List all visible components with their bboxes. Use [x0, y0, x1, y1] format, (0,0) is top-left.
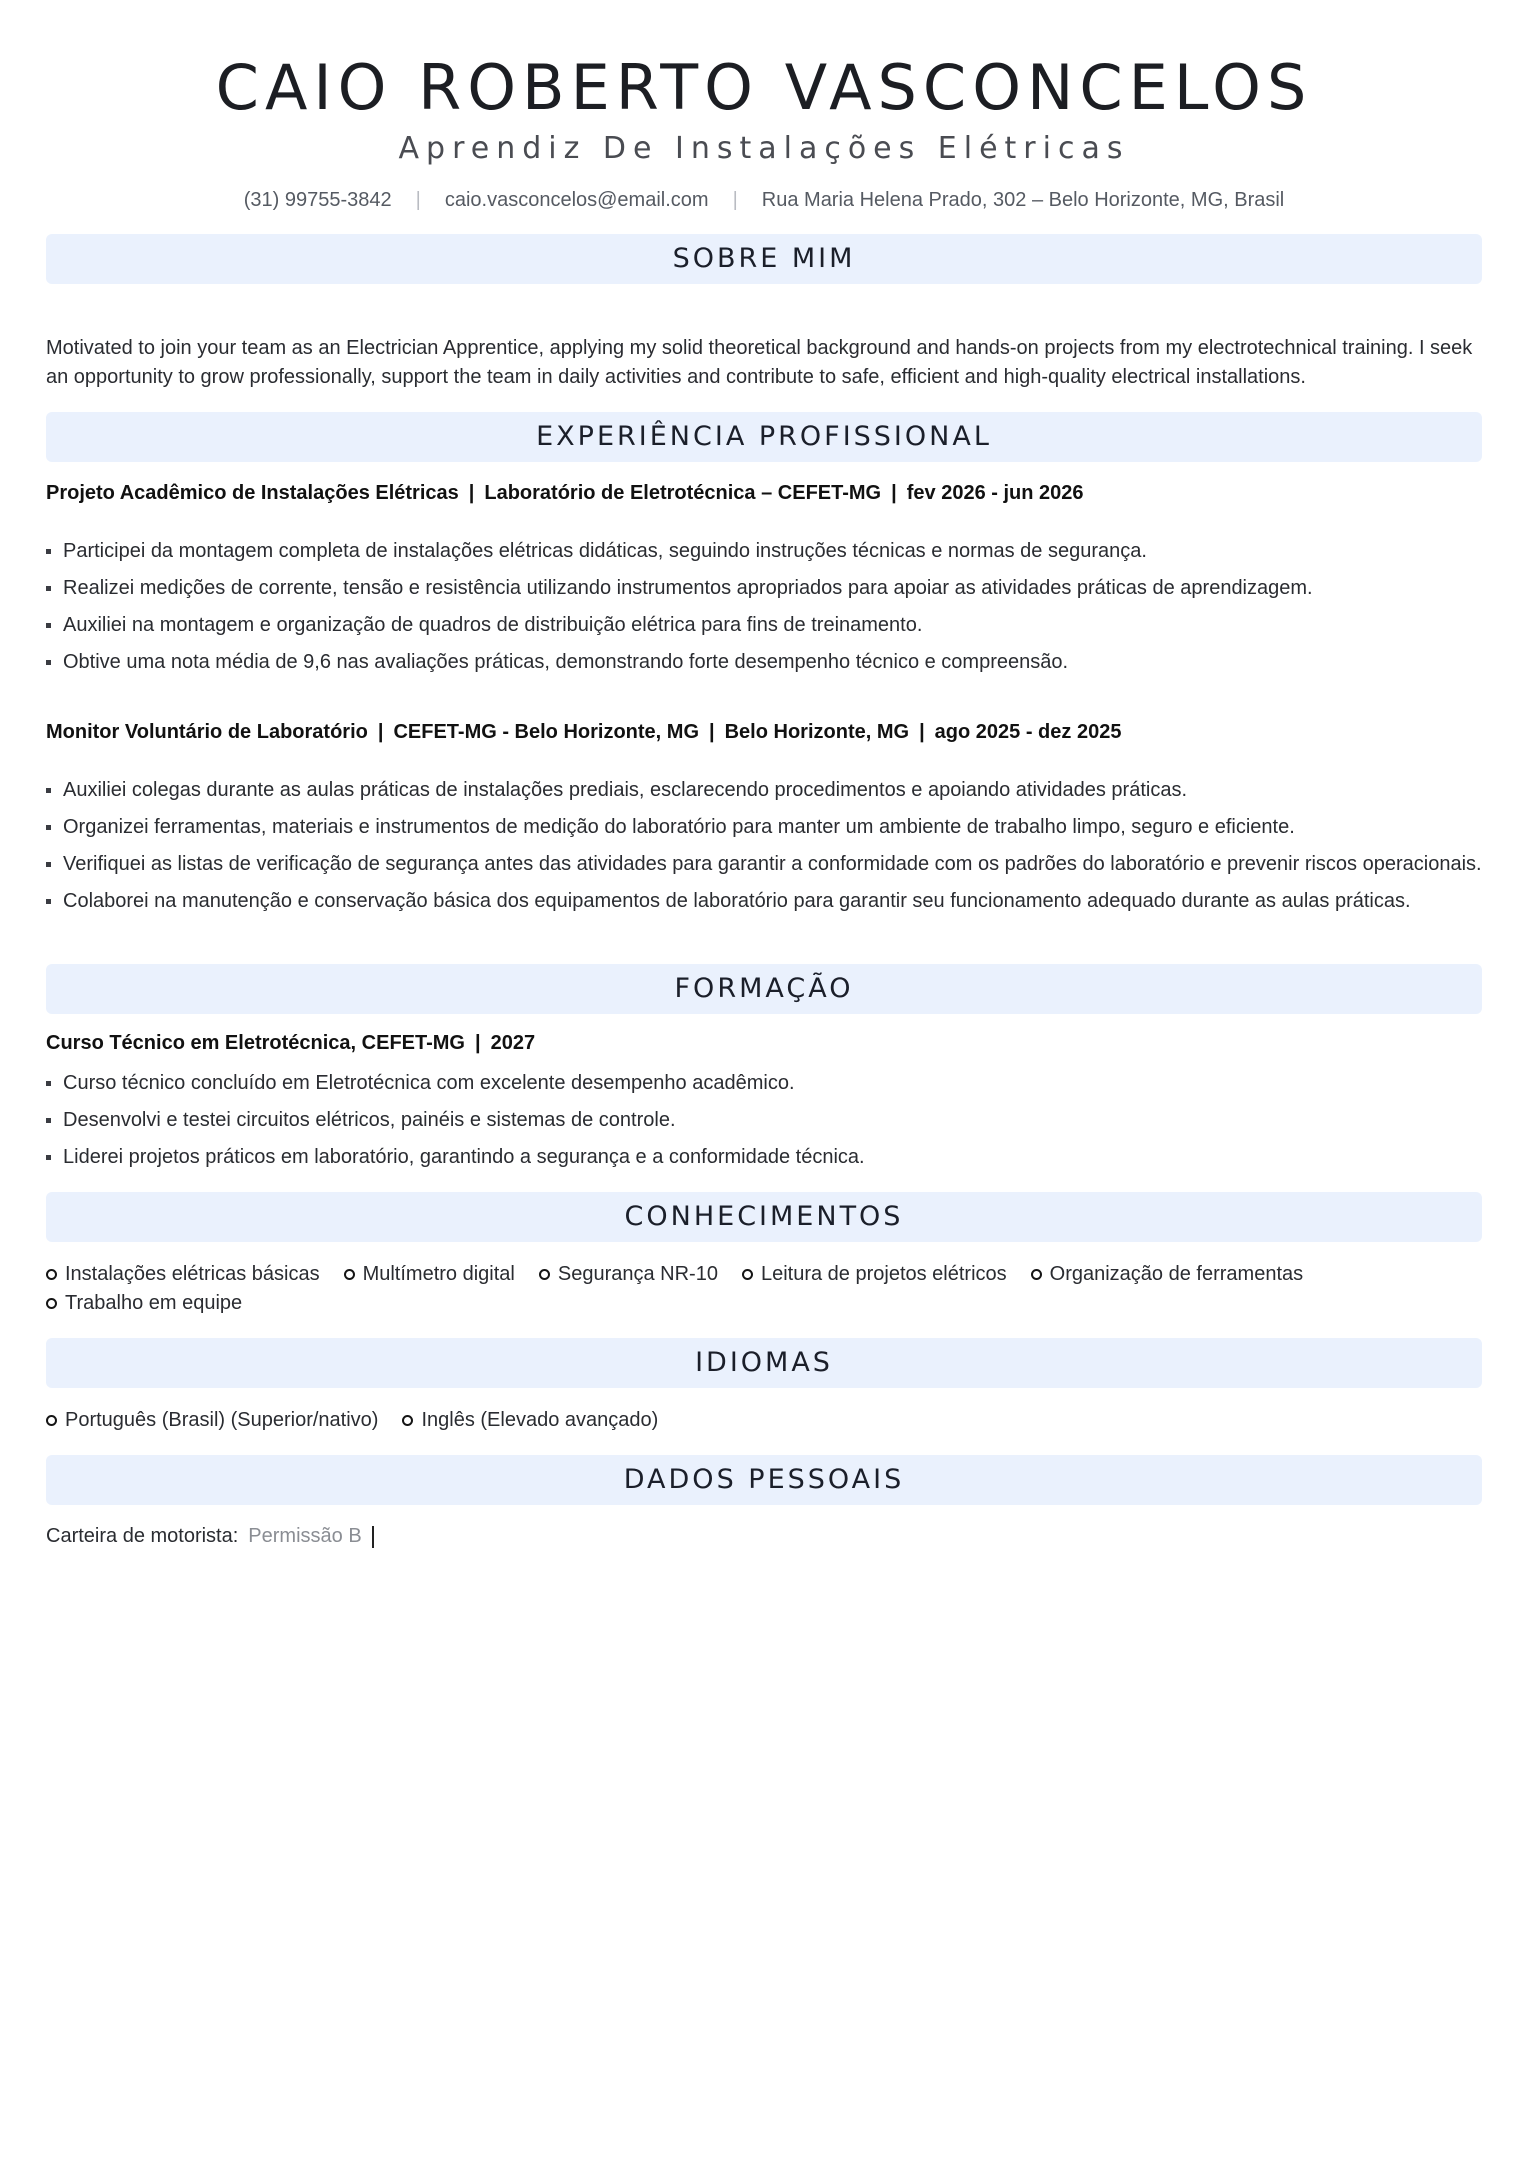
job-heading	[46, 482, 1482, 505]
driver-license-row	[46, 1525, 1482, 1548]
section-heading-languages: IDIOMAS	[46, 1338, 1482, 1388]
list-item: Participei da montagem completa de instalações elétricas didáticas, seguindo instruções técnicas e normas de segurança.	[46, 537, 1482, 566]
section-heading-skills: CONHECIMENTOS	[46, 1192, 1482, 1242]
section-heading-education: FORMAÇÃO	[46, 964, 1482, 1014]
education-title: Curso Técnico em Eletrotécnica, CEFET-MG	[46, 1032, 465, 1055]
list-item: Auxiliei na montagem e organização de quadros de distribuição elétrica para fins de treinamento.	[46, 611, 1482, 640]
email-address: caio.vasconcelos@email.com	[444, 189, 709, 212]
skill-label: Organização de ferramentas	[1049, 1263, 1304, 1286]
list-item: Organizei ferramentas, materiais e instrumentos de medição do laboratório para manter um ambiente de trabalho limpo, seguro e eficiente.	[46, 813, 1482, 842]
language-item	[46, 1406, 378, 1435]
job-heading	[46, 721, 1482, 744]
about-paragraph: Motivated to join your team as an Electrician Apprentice, applying my solid theoretical background and hands-on projects from my electrotechnical training. I seek an opportunity to grow professionally, support the team in daily activities and contribute to safe, efficient and high-quality electrical installations.	[46, 337, 1473, 389]
job-role: Projeto Acadêmico de Instalações Elétricas	[46, 482, 459, 505]
job-organization: Laboratório de Eletrotécnica – CEFET-MG	[484, 482, 882, 505]
job-bullet-list	[46, 776, 1482, 916]
section-heading-about: SOBRE MIM	[46, 234, 1482, 284]
title-separator: |	[919, 721, 925, 744]
language-label: Português (Brasil) (Superior/nativo)	[65, 1409, 379, 1432]
languages-list	[46, 1406, 1482, 1435]
list-item: Colaborei na manutenção e conservação básica dos equipamentos de laboratório para garantir seu funcionamento adequado durante as aulas práticas.	[46, 887, 1482, 916]
job-bullet-list	[46, 537, 1482, 677]
circle-bullet-icon	[46, 1269, 57, 1280]
circle-bullet-icon	[46, 1415, 57, 1426]
list-item: Desenvolvi e testei circuitos elétricos, painéis e sistemas de controle.	[46, 1106, 1482, 1135]
section-heading-experience: EXPERIÊNCIA PROFISSIONAL	[46, 412, 1482, 462]
circle-bullet-icon	[539, 1269, 550, 1280]
skill-item	[344, 1260, 515, 1289]
list-item: Realizei medições de corrente, tensão e resistência utilizando instrumentos apropriados para apoiar as atividades práticas de aprendizagem.	[46, 574, 1482, 603]
phone-number: (31) 99755-3842	[243, 189, 392, 212]
driver-license-label: Carteira de motorista:	[46, 1525, 239, 1548]
skill-label: Instalações elétricas básicas	[65, 1263, 320, 1286]
education-heading	[46, 1032, 1482, 1055]
text-cursor	[372, 1526, 374, 1548]
list-item: Verifiquei as listas de verificação de segurança antes das atividades para garantir a conformidade com os padrões do laboratório e prevenir riscos operacionais.	[46, 850, 1482, 879]
circle-bullet-icon	[46, 1298, 57, 1309]
skill-item	[539, 1260, 718, 1289]
contact-separator: |	[415, 189, 421, 212]
skills-list	[46, 1260, 1482, 1318]
education-bullet-list	[46, 1069, 1482, 1172]
circle-bullet-icon	[1031, 1269, 1042, 1280]
list-item: Auxiliei colegas durante as aulas práticas de instalações prediais, esclarecendo procedimentos e apoiando atividades práticas.	[46, 776, 1482, 805]
education-year: 2027	[490, 1032, 536, 1055]
list-item: Curso técnico concluído em Eletrotécnica com excelente desempenho acadêmico.	[46, 1069, 1482, 1098]
language-item	[402, 1406, 658, 1435]
job-organization: CEFET-MG - Belo Horizonte, MG	[393, 721, 699, 744]
job-location: Belo Horizonte, MG	[724, 721, 910, 744]
language-label: Inglês (Elevado avançado)	[421, 1409, 659, 1432]
skill-label: Trabalho em equipe	[65, 1292, 243, 1315]
list-item: Obtive uma nota média de 9,6 nas avaliações práticas, demonstrando forte desempenho técnico e compreensão.	[46, 648, 1482, 677]
experience-entry	[46, 721, 1482, 916]
driver-license-value[interactable]: Permissão B	[248, 1525, 362, 1548]
skill-label: Segurança NR-10	[557, 1263, 718, 1286]
title-separator: |	[377, 721, 384, 744]
circle-bullet-icon	[402, 1415, 413, 1426]
title-separator: |	[474, 1032, 481, 1055]
skill-label: Leitura de projetos elétricos	[760, 1263, 1007, 1286]
candidate-name: CAIO ROBERTO VASCONCELOS	[215, 51, 1313, 124]
job-role: Monitor Voluntário de Laboratório	[46, 721, 368, 744]
circle-bullet-icon	[344, 1269, 355, 1280]
job-dates: fev 2026 - jun 2026	[906, 482, 1084, 505]
circle-bullet-icon	[742, 1269, 753, 1280]
skill-label: Multímetro digital	[362, 1263, 515, 1286]
postal-address: Rua Maria Helena Prado, 302 – Belo Horizonte, MG, Brasil	[761, 189, 1285, 212]
skill-item	[742, 1260, 1007, 1289]
job-dates: ago 2025 - dez 2025	[934, 721, 1122, 744]
title-separator: |	[709, 721, 715, 744]
skill-item	[46, 1260, 320, 1289]
list-item: Liderei projetos práticos em laboratório, garantindo a segurança e a conformidade técnica.	[46, 1143, 1482, 1172]
skill-item	[46, 1289, 242, 1318]
resume-header	[46, 0, 1482, 212]
experience-entry	[46, 482, 1482, 677]
contact-separator: |	[732, 189, 738, 212]
contact-line	[46, 189, 1482, 212]
section-heading-personal: DADOS PESSOAIS	[46, 1455, 1482, 1505]
skill-item	[1031, 1260, 1303, 1289]
job-target-title: Aprendiz De Instalações Elétricas	[398, 131, 1130, 167]
title-separator: |	[891, 482, 897, 505]
title-separator: |	[468, 482, 475, 505]
